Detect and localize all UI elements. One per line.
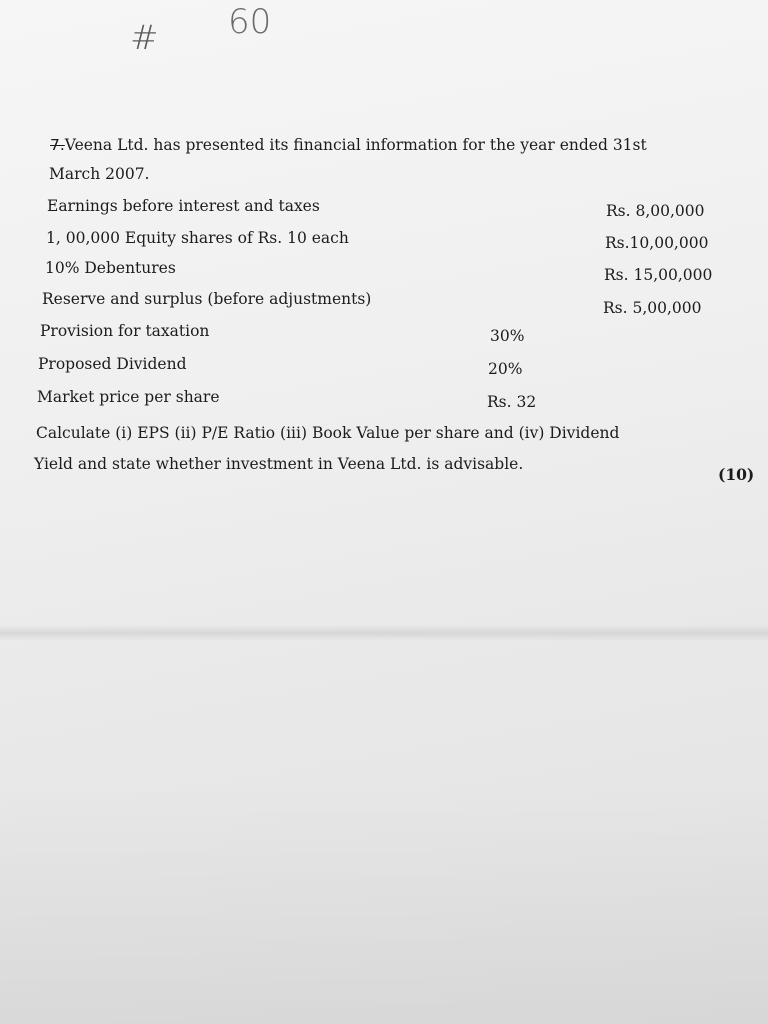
item-value-ebit: Rs. 8,00,000	[606, 202, 705, 220]
task-line-2: Yield and state whether investment in Veena Ltd. is advisable.	[34, 455, 524, 473]
handwritten-crossed-mark: #	[130, 18, 159, 58]
question-intro-line-1	[50, 138, 647, 154]
item-label-debentures: 10% Debentures	[45, 259, 176, 277]
item-label-equity: 1, 00,000 Equity shares of Rs. 10 each	[46, 229, 349, 247]
item-value-equity: Rs.10,00,000	[605, 234, 709, 252]
item-value-dividend: 20%	[488, 360, 523, 378]
question-number: 7.	[50, 136, 65, 154]
question-intro-line-2: March 2007.	[49, 165, 150, 183]
item-label-reserve: Reserve and surplus (before adjustments)	[42, 290, 372, 308]
item-label-tax: Provision for taxation	[40, 322, 210, 340]
item-value-debentures: Rs. 15,00,000	[604, 266, 713, 284]
question-intro-text: Veena Ltd. has presented its financial information for the year ended 31st	[64, 136, 647, 154]
item-value-market-price: Rs. 32	[487, 393, 537, 411]
item-value-tax: 30%	[490, 327, 525, 345]
marks-allotted: (10)	[718, 465, 755, 484]
paper-fold	[0, 625, 768, 641]
handwritten-score: 60	[228, 2, 272, 42]
item-label-dividend: Proposed Dividend	[38, 355, 187, 373]
task-line-1: Calculate (i) EPS (ii) P/E Ratio (iii) Book Value per share and (iv) Dividend	[36, 424, 620, 442]
item-label-ebit: Earnings before interest and taxes	[47, 197, 320, 215]
paper-shadow	[0, 780, 768, 1024]
item-label-market-price: Market price per share	[37, 388, 220, 406]
item-value-reserve: Rs. 5,00,000	[603, 299, 702, 317]
